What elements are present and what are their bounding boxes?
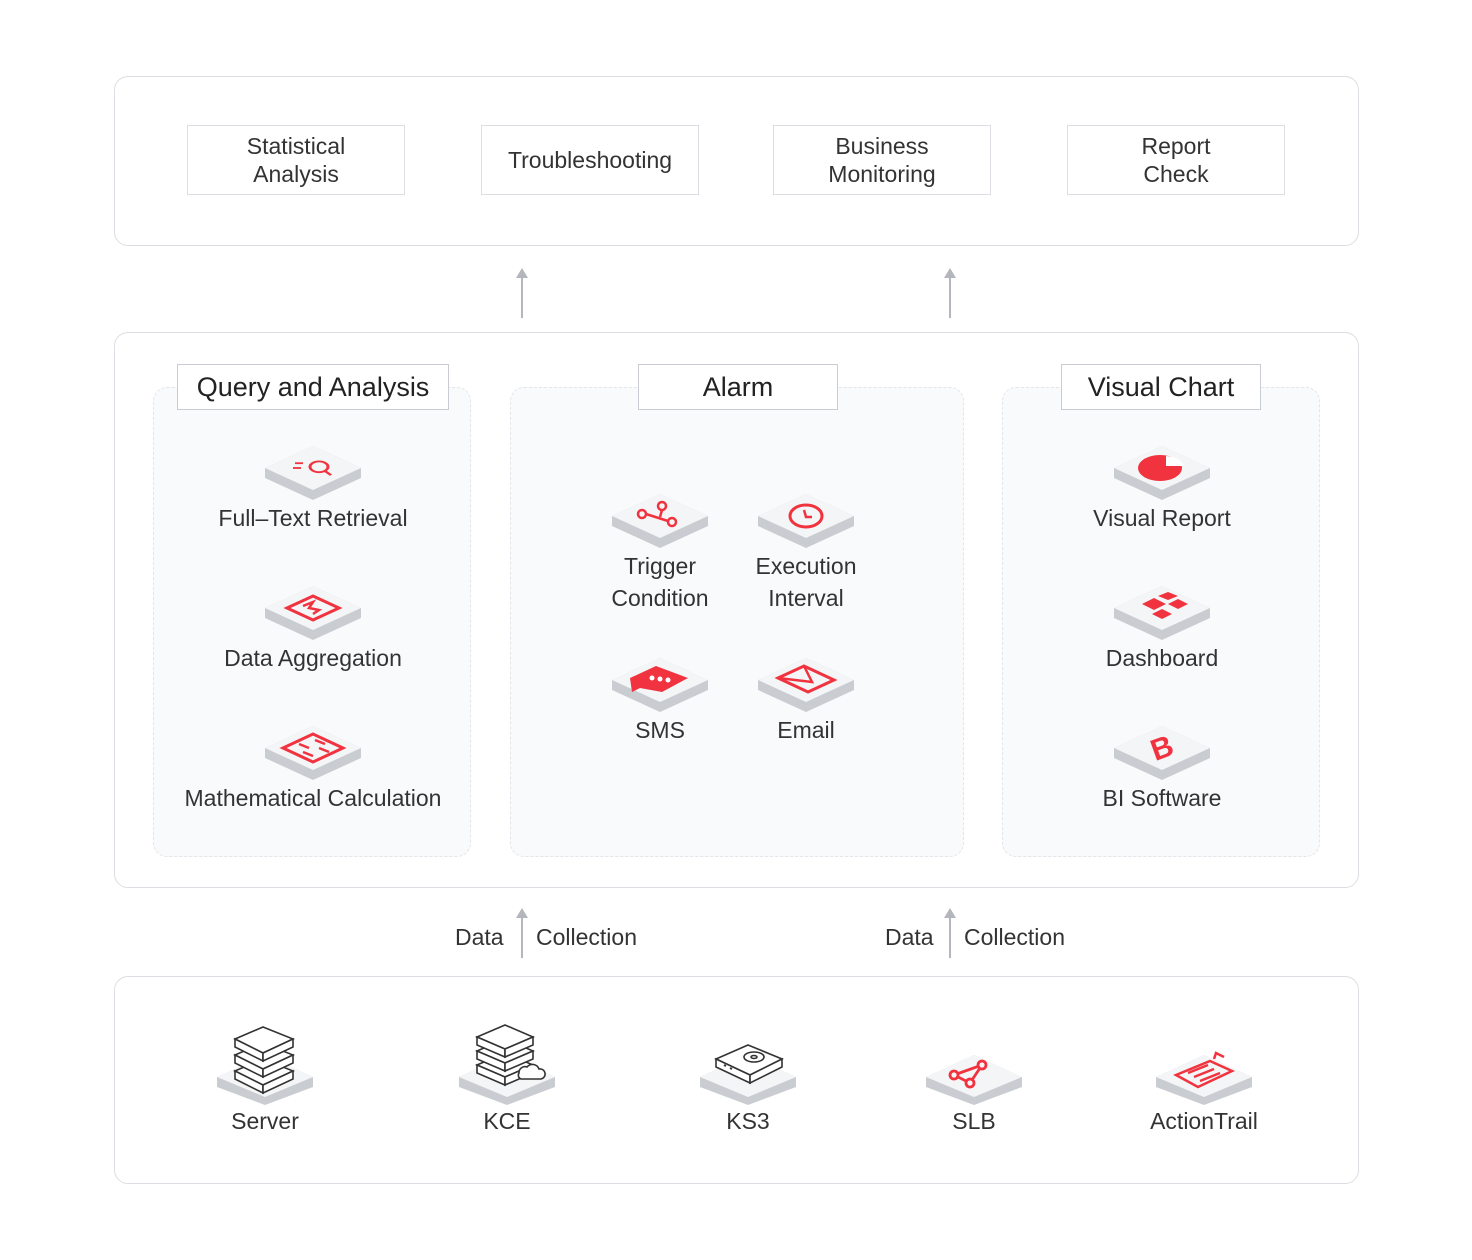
audit-trail-icon — [1154, 1015, 1254, 1105]
pie-chart-icon — [1112, 444, 1212, 502]
clock-icon — [756, 492, 856, 550]
data-collection-label: Collection — [536, 924, 637, 950]
use-case-label: Monitoring — [828, 161, 936, 187]
source-ks3 — [678, 1015, 818, 1137]
calculator-icon — [263, 724, 363, 782]
use-case-label: Business — [835, 133, 929, 159]
storage-drive-icon — [698, 1015, 798, 1105]
bi-software — [1003, 724, 1321, 814]
use-case-business-monitoring — [773, 125, 991, 195]
use-case-label: Report — [1141, 133, 1211, 159]
cloud-server-icon — [457, 1015, 557, 1105]
mathematical-calculation — [154, 724, 472, 814]
source-slb — [904, 1015, 1044, 1137]
use-case-troubleshooting — [481, 125, 699, 195]
source-label: Server — [231, 1108, 299, 1134]
svg-text:B: B — [1146, 729, 1178, 768]
item-label: Execution Interval — [755, 553, 857, 611]
group-title: Visual Chart — [1061, 364, 1261, 410]
search-icon — [263, 444, 363, 502]
source-label: KCE — [483, 1108, 531, 1134]
use-case-label: Analysis — [253, 161, 339, 187]
data-collection-label: Collection — [964, 924, 1065, 950]
capabilities-panel — [114, 332, 1359, 888]
up-arrow-icon — [942, 906, 958, 958]
source-actiontrail — [1134, 1015, 1274, 1137]
visual-report — [1003, 444, 1321, 534]
up-arrow-icon — [514, 906, 530, 958]
up-arrow-icon — [942, 266, 958, 318]
item-label: Full–Text Retrieval — [218, 505, 408, 531]
data-collection-label: Data — [885, 924, 934, 950]
data-aggregation — [154, 584, 472, 674]
item-label: Mathematical Calculation — [184, 785, 442, 811]
dashboard-icon — [1112, 584, 1212, 642]
use-case-panel — [114, 76, 1359, 246]
message-icon — [610, 656, 710, 714]
visual-chart-group — [1002, 371, 1320, 857]
source-label: SLB — [952, 1108, 996, 1134]
item-label: BI Software — [1102, 785, 1222, 811]
execution-interval — [733, 492, 879, 614]
dashboard — [1003, 584, 1321, 674]
source-label: ActionTrail — [1150, 1108, 1258, 1134]
full-text-retrieval — [154, 444, 472, 534]
item-label: Data Aggregation — [224, 645, 402, 671]
group-title: Alarm — [638, 364, 838, 410]
item-label: SMS — [635, 717, 685, 743]
item-label: Visual Report — [1093, 505, 1231, 531]
bi-logo-icon — [1112, 724, 1212, 782]
group-title: Query and Analysis — [177, 364, 449, 410]
item-label: Email — [777, 717, 835, 743]
server-icon — [215, 1015, 315, 1105]
use-case-statistical-analysis — [187, 125, 405, 195]
data-sources-panel — [114, 976, 1359, 1184]
email — [733, 656, 879, 746]
use-case-report-check — [1067, 125, 1285, 195]
up-arrow-icon — [514, 266, 530, 318]
item-label: Dashboard — [1105, 645, 1219, 671]
source-kce — [437, 1015, 577, 1137]
source-label: KS3 — [726, 1108, 770, 1134]
query-analysis-group — [153, 371, 471, 857]
data-collection-label: Data — [455, 924, 504, 950]
use-case-label: Troubleshooting — [507, 147, 673, 173]
sms — [587, 656, 733, 746]
aggregation-icon — [263, 584, 363, 642]
alarm-group — [510, 371, 964, 857]
trigger-condition — [587, 492, 733, 614]
envelope-icon — [756, 656, 856, 714]
source-server — [195, 1015, 335, 1137]
load-balancer-icon — [924, 1015, 1024, 1105]
item-label: Trigger Condition — [611, 553, 709, 611]
branch-icon — [610, 492, 710, 550]
use-case-label: Check — [1143, 161, 1209, 187]
use-case-label: Statistical — [246, 133, 346, 159]
